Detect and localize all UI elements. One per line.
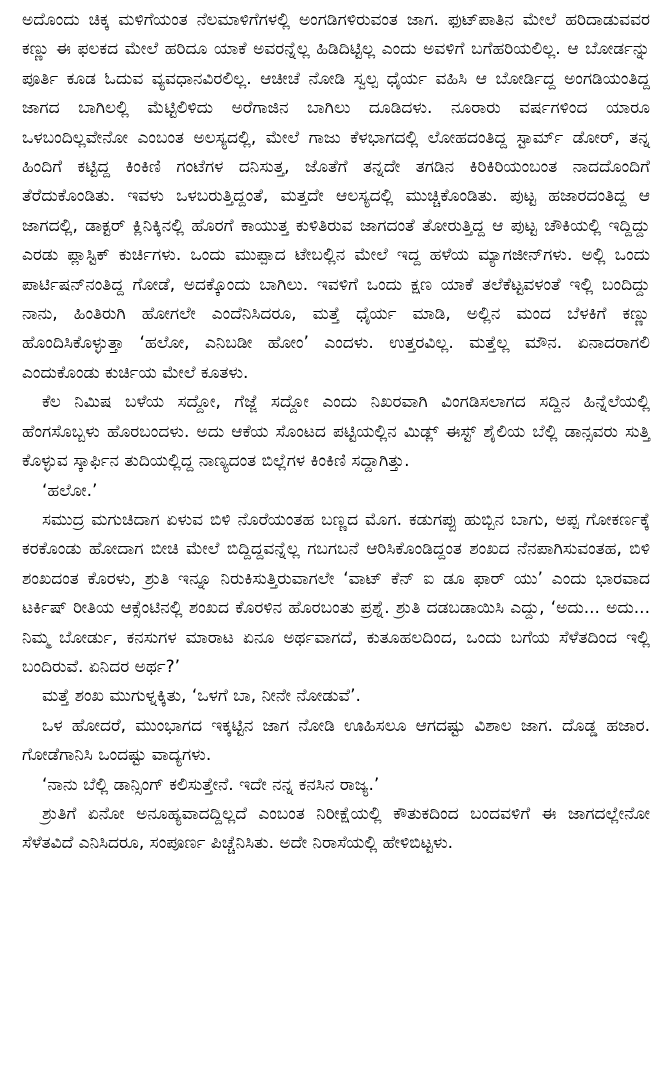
dialogue-line: ಮತ್ತೆ ಶಂಖ ಮುಗುಳ್ನಕ್ಕಿತು, ‘ಒಳಗೆ ಬಾ, ನೀನೇ ನೋಡುವೆ’.: [42, 686, 361, 707]
paragraph: ಅದೊಂದು ಚಿಕ್ಕ ಮಳಿಗೆಯಂತ ನೆಲಮಾಳಿಗೆಗಳಲ್ಲಿ ಅಂಗಡಿಗಳಿರುವಂತ ಜಾಗ. ಫುಟ್‌ಪಾತಿನ ಮೇಲೆ ಹರಿದಾಡುವವರ ಕಣ್ಣು ಈ ಫಲಕದ ಮೇಲೆ ಹರಿದೂ ಯಾಕೆ ಅವರನ್ನೆಲ್ಲ ಹಿಡಿದಿಟ್ಟಿಲ್ಲ ಎಂದು ಅವಳಿಗೆ ಬಗೆಹರಿಯಲಿಲ್ಲ. ಆ ಬೋರ್ಡನ್ನು ಪೂರ್ತಿ ಕೂಡ ಓದುವ ವ್ಯವಧಾನವಿರಲಿಲ್ಲ. ಆಚೀಚೆ ನೋಡಿ ಸ್ವಲ್ಪ ಧೈರ್ಯ ವಹಿಸಿ ಆ ಬೋರ್ಡಿದ್ದ ಅಂಗಡಿಯಂತಿದ್ದ ಜಾಗದ ಬಾಗಿಲಲ್ಲಿ ಮೆಟ್ಟಿಲಿಳಿದು ಅರೆಗಾಜಿನ ಬಾಗಿಲು ದೂಡಿದಳು. ನೂರಾರು ವರ್ಷಗಳಿಂದ ಯಾರೂ ಒಳಬಂದಿಲ್ಲವೇನೋ ಎಂಬಂತ ಅಲಸ್ಯದಲ್ಲಿ, ಮೇಲೆ ಗಾಜು ಕೆಳಭಾಗದಲ್ಲಿ ಲೋಹದಂತಿದ್ದ ಸ್ಟಾರ್ಮ್ ಡೋರ್, ತನ್ನ ಹಿಂದಿಗೆ ಕಟ್ಟಿದ್ದ ಕಿಂಕಿಣಿ ಗಂಟೆಗಳ ದನಿಸುತ್ತ, ಜೊತೆಗೆ ತನ್ನದೇ ತಗಡಿನ ಕಿರಿಕಿರಿಯಂಬಂತ ನಾದದೊಂದಿಗೆ ತೆರೆದುಕೊಂಡಿತು. ಇವಳು ಒಳಬರುತ್ತಿದ್ದಂತೆ, ಮತ್ತದೇ ಆಲಸ್ಯದಲ್ಲಿ ಮುಚ್ಚಿಕೊಂಡಿತು. ಪುಟ್ಟ ಹಜಾರದಂತಿದ್ದ ಆ ಜಾಗದಲ್ಲಿ, ಡಾಕ್ಟರ್ ಕ್ಲಿನಿಕ್ಕಿನಲ್ಲಿ ಹೊರಗೆ ಕಾಯುತ್ತ ಕುಳಿತಿರುವ ಜಾಗದಂತೆ ತೋರುತ್ತಿದ್ದ ಆ ಪುಟ್ಟ ಚೌಕಿಯಲ್ಲಿ ಇದ್ದಿದ್ದು ಎರಡು ಪ್ಲಾಸ್ಟಿಕ್ ಕುರ್ಚಿಗಳು. ಒಂದು ಮುಪ್ಪಾದ ಟೇಬಲ್ಲಿನ ಮೇಲೆ ಇದ್ದ ಹಳೆಯ ಮ್ಯಾಗಜೀನ್‌ಗಳು. ಅಲ್ಲಿ ಒಂದು ಪಾರ್ಟಿಷನ್‌ನಂತಿದ್ದ ಗೋಡೆ, ಅದಕ್ಕೊಂದು ಬಾಗಿಲು. ಇವಳಿಗೆ ಒಂದು ಕ್ಷಣ ಯಾಕೆ ತಲೆಕೆಟ್ಟವಳಂತೆ ಇಲ್ಲಿ ಬಂದಿದ್ದು ನಾನು, ಹಿಂತಿರುಗಿ ಹೋಗಲೇ ಎಂದೆನಿಸಿದರೂ, ಮತ್ತೆ ಧೈರ್ಯ ಮಾಡಿ, ಅಲ್ಲಿನ ಮಂದ ಬೆಳಕಿಗೆ ಕಣ್ಣು ಹೊಂದಿಸಿಕೊಳ್ಳುತ್ತಾ ‘ಹಲೋ, ಎನಿಬಡೀ ಹೋಂ’ ಎಂದಳು. ಉತ್ತರವಿಲ್ಲ. ಮತ್ತೆಲ್ಲ ಮೌನ. ಏನಾದರಾಗಲಿ ಎಂದುಕೊಂಡು ಕುರ್ಚಿಯ ಮೇಲೆ ಕೂತಳು.: [22, 10, 650, 383]
paragraph: ಒಳ ಹೋದರೆ, ಮುಂಭಾಗದ ಇಕ್ಕಟ್ಟಿನ ಜಾಗ ನೋಡಿ ಊಹಿಸಲೂ ಆಗದಷ್ಟು ವಿಶಾಲ ಜಾಗ. ದೊಡ್ಡ ಹಜಾರ. ಗೋಡೆಗಾನಿಸಿ ಒಂದಷ್ಟು ವಾದ್ಯಗಳು.: [22, 715, 650, 766]
paragraph: ಸಮುದ್ರ ಮಗುಚಿದಾಗ ಏಳುವ ಬಿಳಿ ನೊರೆಯಂತಹ ಬಣ್ಣದ ಮೊಗ. ಕಡುಗಪ್ಪು ಹುಬ್ಬಿನ ಬಾಗು, ಅಪ್ಪ ಗೋಕರ್ಣಕ್ಕೆ ಕರಕೊಂಡು ಹೋದಾಗ ಬೀಚಿ ಮೇಲೆ ಬಿದ್ದಿದ್ದವನ್ನೆಲ್ಲ ಗಬಗಬನೆ ಆರಿಸಿಕೊಂಡಿದ್ದಂತ ಶಂಖದ ನೆನಪಾಗಿಸುವಂತಹ, ಬಿಳಿ ಶಂಖದಂತ ಕೊರಳು, ಶ್ರುತಿ ಇನ್ನೂ ನಿರುಕಿಸುತ್ತಿರುವಾಗಲೇ ‘ವಾಟ್ ಕೆನ್ ಐ ಡೂ ಫಾರ್ ಯು’ ಎಂದು ಭಾರವಾದ ಟರ್ಕಿಷ್ ರೀತಿಯ ಆಕ್ಸೆಂಟಿನಲ್ಲಿ ಶಂಖದ ಕೊರಳಿನ ಹೊರಬಂತು ಪ್ರಶ್ನೆ. ಶ್ರುತಿ ದಡಬಡಾಯಿಸಿ ಎದ್ದು, ‘ಅದು... ಅದು... ನಿಮ್ಮ ಬೋರ್ಡು, ಕನಸುಗಳ ಮಾರಾಟ ಏನೂ ಅರ್ಥವಾಗದೆ, ಕುತೂಹಲದಿಂದ, ಒಂದು ಬಗೆಯ ಸೆಳೆತದಿಂದ ಇಲ್ಲಿ ಬಂದಿರುವೆ. ಏನಿದರ ಅರ್ಥ?’: [22, 509, 650, 677]
paragraph: ಶ್ರುತಿಗೆ ಏನೋ ಅನೂಹ್ಯವಾದದ್ದಿಲ್ಲದೆ ಎಂಬಂತ ನಿರೀಕ್ಷೆಯಲ್ಲಿ ಕೌತುಕದಿಂದ ಬಂದವಳಿಗೆ ಈ ಜಾಗದಲ್ಲೇನೋ ಸೆಳೆತವಿದೆ ಎನಿಸಿದರೂ, ಸಂಪೂರ್ಣ ಪಿಚ್ಚೆನಿಸಿತು. ಅದೇ ನಿರಾಸೆಯಲ್ಲಿ ಹೇಳಿಬಿಟ್ಟಳು.: [22, 803, 650, 854]
dialogue-line: ‘ನಾನು ಬೆಲ್ಲಿ ಡಾನ್ಸಿಂಗ್ ಕಲಿಸುತ್ತೇನೆ. ಇದೇ ನನ್ನ ಕನಸಿನ ರಾಜ್ಯ.’: [42, 774, 380, 795]
paragraph: ಕೆಲ ನಿಮಿಷ ಬಳೆಯ ಸದ್ದೋ, ಗೆಜ್ಜೆ ಸದ್ದೋ ಎಂದು ನಿಖರವಾಗಿ ವಿಂಗಡಿಸಲಾಗದ ಸದ್ದಿನ ಹಿನ್ನೆಲೆಯಲ್ಲಿ ಹೆಂಗಸೊಬ್ಬಳು ಹೊರಬಂದಳು. ಅದು ಆಕೆಯ ಸೊಂಟದ ಪಟ್ಟಿಯಲ್ಲಿನ ಮಿಡ್ಲ್ ಈಸ್ಟ್ ಶೈಲಿಯ ಬೆಲ್ಲಿ ಡಾನ್ಸವರು ಸುತ್ತಿ ಕೊಳ್ಳುವ ಸ್ಕಾರ್ಫಿನ ತುದಿಯಲ್ಲಿದ್ದ ನಾಣ್ಯದಂತ ಬಿಲ್ಲೆಗಳ ಕಿಂಕಿಣಿ ಸದ್ದಾಗಿತ್ತು.: [22, 392, 650, 472]
dialogue-line: ‘ಹಲೋ.’: [42, 480, 98, 501]
document-page: [22, 6, 650, 859]
